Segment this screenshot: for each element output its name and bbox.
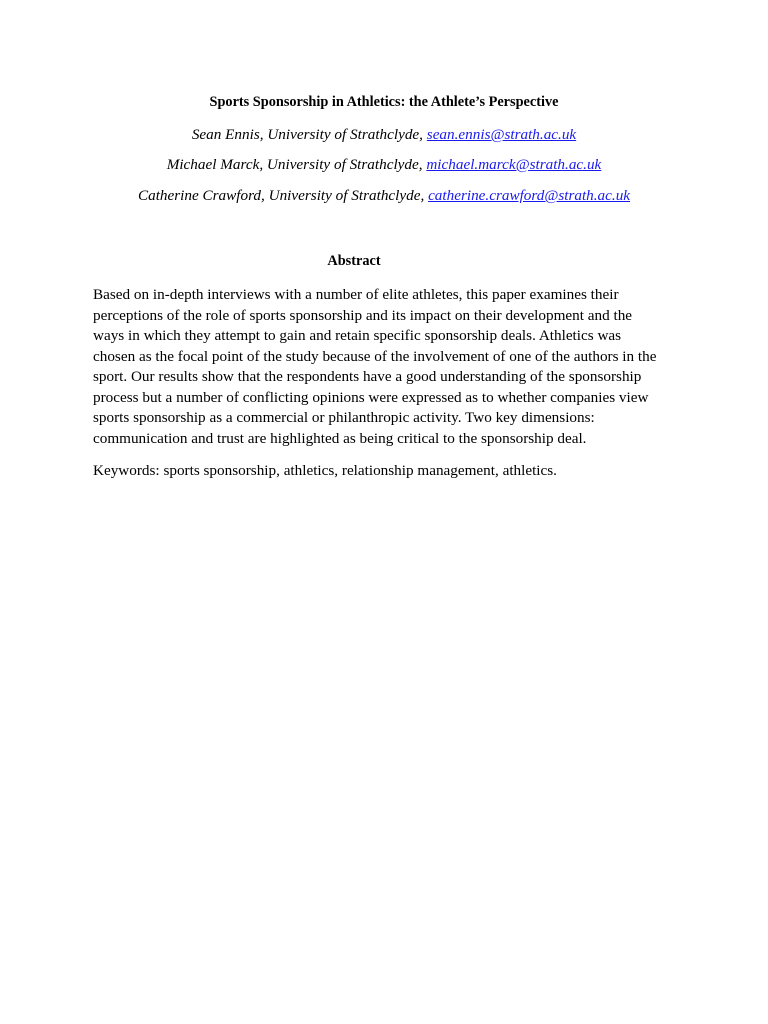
- abstract-line: ways in which they attempt to gain and retain specific sponsorship deals. Athletics was: [93, 327, 622, 344]
- author-line-ennis: [0, 125, 768, 145]
- author-email-link[interactable]: michael.marck@strath.ac.uk: [426, 156, 602, 173]
- author-affiliation: Sean Ennis, University of Strathclyde,: [191, 126, 427, 143]
- keywords-line: Keywords: sports sponsorship, athletics, relationship management, athletics.: [93, 462, 557, 479]
- abstract-line: chosen as the focal point of the study because of the involvement of one of the authors in the: [93, 347, 657, 365]
- abstract-line: perceptions of the role of sports sponsorship and its impact on their development and the: [93, 306, 633, 324]
- author-affiliation: Catherine Crawford, University of Strathclyde,: [137, 187, 429, 204]
- abstract-line: process but a number of conflicting opinions were expressed as to whether companies view: [93, 388, 649, 406]
- abstract-heading: Abstract: [327, 253, 381, 269]
- abstract-line: communication and trust are highlighted as being critical to the sponsorship deal.: [93, 429, 587, 447]
- abstract-paragraph: [93, 285, 683, 449]
- abstract-line: sport. Our results show that the respondents have a good understanding of the sponsorship: [93, 368, 642, 385]
- author-email-link[interactable]: catherine.crawford@strath.ac.uk: [428, 187, 631, 204]
- abstract-line: sports sponsorship as a commercial or philanthropic activity. Two key dimensions:: [93, 409, 595, 426]
- author-email-link[interactable]: sean.ennis@strath.ac.uk: [426, 126, 577, 143]
- author-line-crawford: [0, 186, 768, 206]
- paper-title: Sports Sponsorship in Athletics: the Athlete’s Perspective: [209, 94, 559, 110]
- author-line-marck: [0, 155, 768, 175]
- author-affiliation: Michael Marck, University of Strathclyde,: [166, 156, 427, 173]
- abstract-line: Based on in-depth interviews with a number of elite athletes, this paper examines their: [93, 286, 619, 303]
